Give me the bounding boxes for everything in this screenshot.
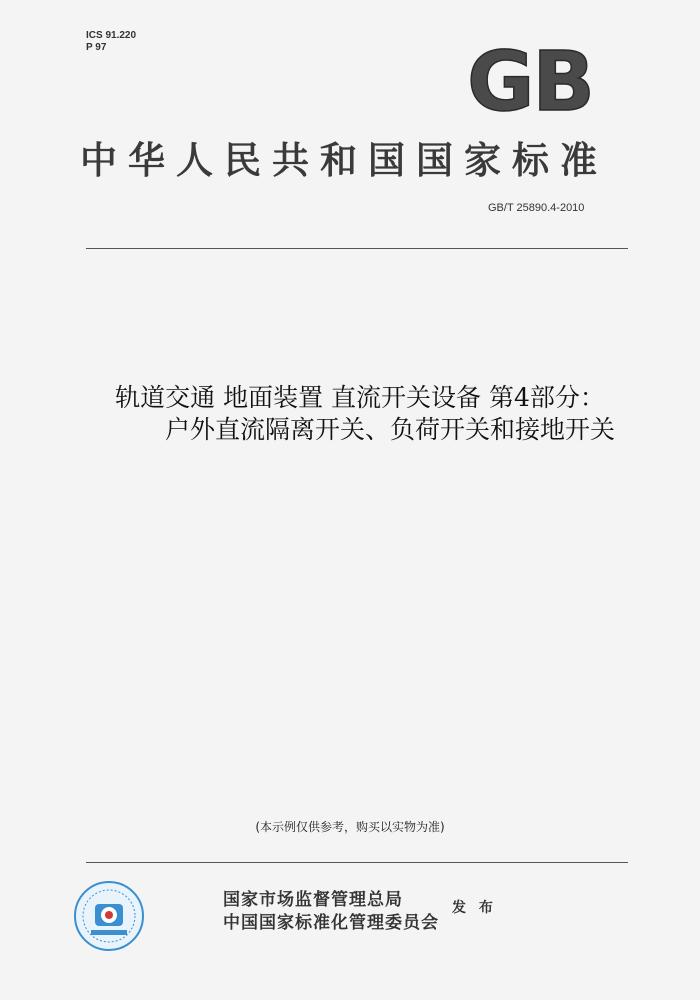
- standard-number: GB/T 25890.4-2010: [488, 202, 585, 214]
- standard-title: 中华人民共和国国家标准: [80, 139, 608, 182]
- issuer-line2: 中国国家标准化管理委员会: [223, 913, 439, 933]
- bottom-divider: [86, 862, 628, 863]
- ics-code: ICS 91.220: [86, 30, 137, 41]
- gb-logo: [460, 40, 600, 120]
- sample-note: (本示例仅供参考，购买以实物为准): [255, 820, 445, 834]
- issuer-line1: 国家市场监督管理总局: [223, 890, 403, 910]
- classification-codes: [86, 30, 136, 54]
- document-title-line2: 户外直流隔离开关、负荷开关和接地开关: [164, 415, 615, 444]
- seal-icon: [73, 880, 145, 952]
- top-divider: [86, 248, 628, 249]
- ccs-code: P 97: [86, 42, 107, 53]
- document-title-line1: 轨道交通 地面装置 直流开关设备 第4部分：: [115, 383, 605, 412]
- publish-label: 发 布: [452, 900, 497, 916]
- gb-logo-text: GB: [467, 40, 593, 120]
